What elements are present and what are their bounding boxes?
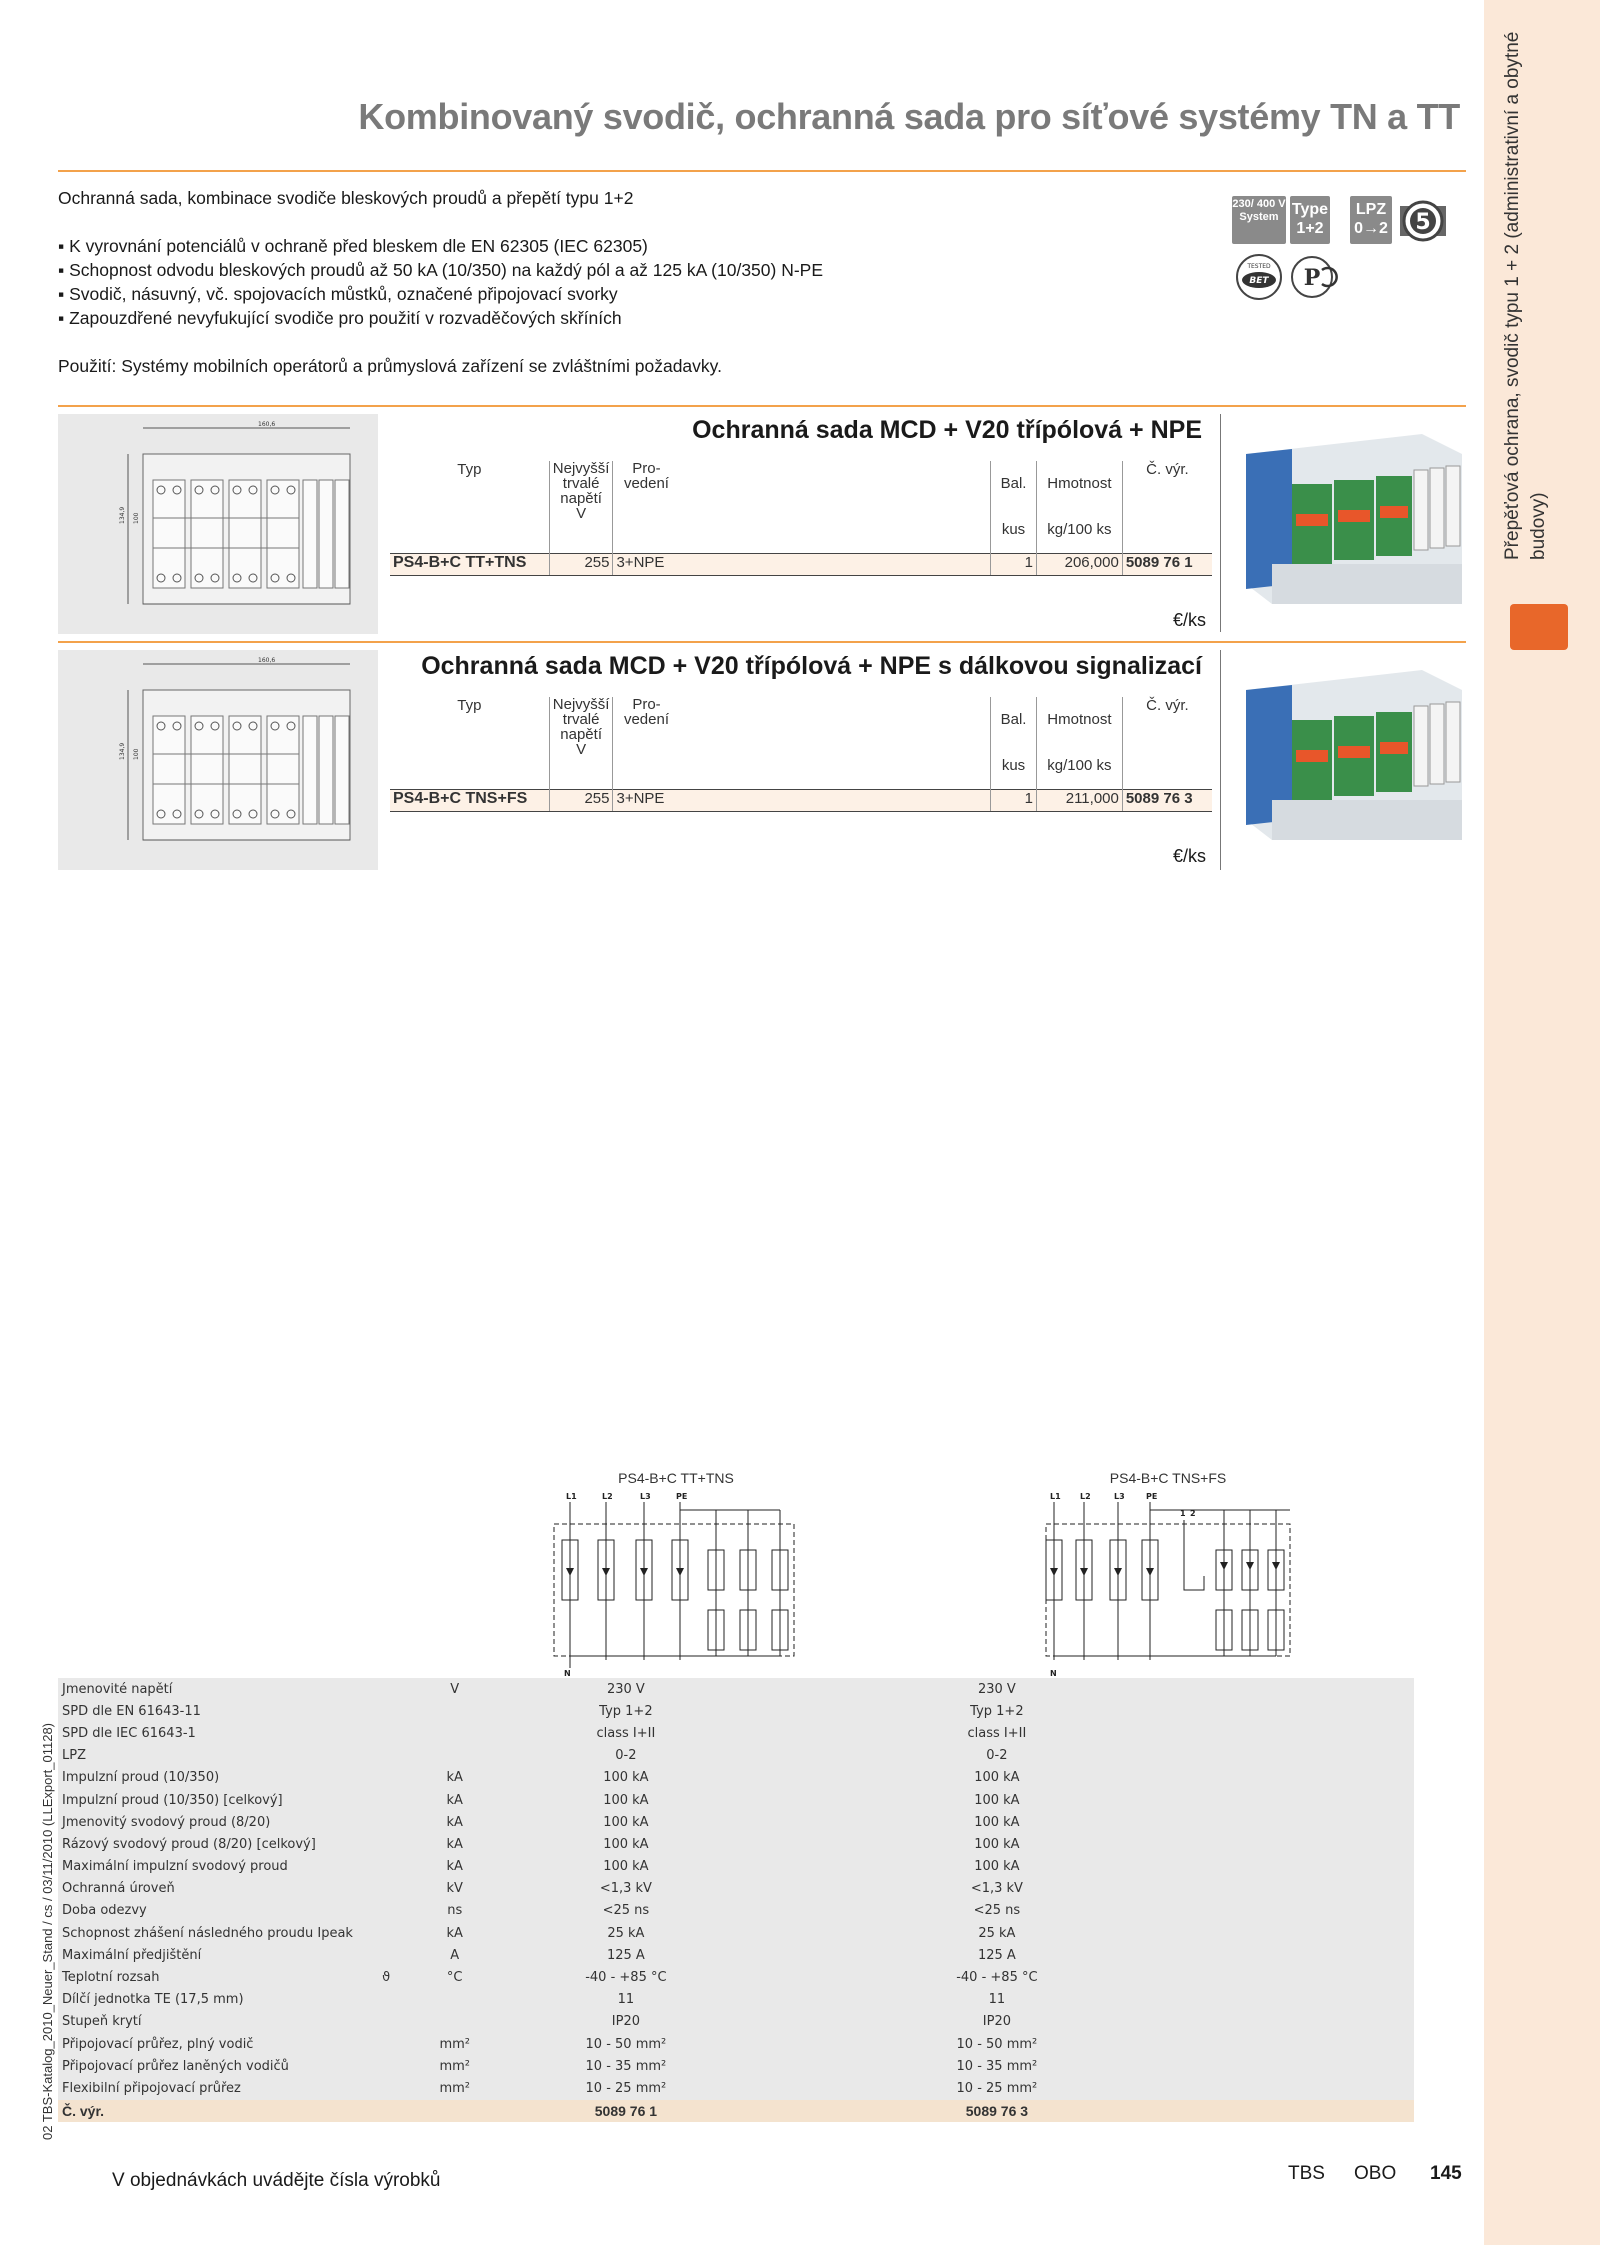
wiring-schematic [1044,1490,1300,1680]
svg-text:TESTED: TESTED [1247,263,1271,270]
spec-value-1: -40 - +85 °C [585,1970,667,1986]
spec-value-2: 11 [988,1992,1006,2008]
spec-label: Připojovací průřez laněných vodičů [62,2058,289,2074]
spec-empty [357,2100,415,2122]
product-pack: 1 [991,790,1037,812]
drawing-height-a: 134,9 [119,506,126,524]
order-table [390,461,1212,576]
spec-label: Schopnost zhášení následného proudu Ipeak [62,1925,353,1941]
spec-value-1: 25 kA [607,1925,645,1941]
product-type: PS4-B+C TNS+FS [390,790,549,812]
spec-row [58,1745,1414,1767]
spec-row [58,1856,1414,1878]
schematic-label: L3 [640,1492,651,1501]
spec-empty [1236,1811,1414,1833]
spec-empty [1236,1900,1414,1922]
spec-empty [1236,1922,1414,1944]
schematic-label: PE [1146,1492,1158,1501]
dimension-drawing [58,414,378,634]
price-unit: €/ks [1172,846,1206,866]
spec-unit [415,1745,494,1767]
spec-symbol [357,1789,415,1811]
spec-unit: A [450,1947,460,1963]
schematic-title: PS4-B+C TNS+FS [1109,1470,1227,1486]
spec-unit: kA [446,1836,463,1852]
schematic-label: L1 [566,1492,577,1501]
divider-line [1220,414,1221,632]
product-title: Ochranná sada MCD + V20 třípólová + NPE [692,416,1202,444]
spec-footer-value-2: 5089 76 3 [965,2102,1029,2119]
spec-empty [1236,2077,1414,2099]
spec-value-1: <1,3 kV [599,1881,652,1897]
spec-unit [415,1722,494,1744]
col-type-header: Typ [457,461,482,478]
spec-symbol [357,2011,415,2033]
spec-value-2: 100 kA [974,1859,1020,1875]
spec-value-1: <25 ns [602,1903,650,1919]
spec-empty [1236,2055,1414,2077]
svg-text:P: P [1303,265,1321,291]
col-weight-header: Hmotnost [1047,711,1112,728]
drawing-height-a: 134,9 [119,742,126,760]
spec-row [58,1767,1414,1789]
spec-symbol [357,1922,415,1944]
product-article: 5089 76 3 [1122,790,1212,812]
spec-empty [1236,1878,1414,1900]
spec-row [58,1678,1414,1700]
schematic-label: L3 [1114,1492,1125,1501]
product-voltage: 255 [549,554,613,576]
spec-value-1: 125 A [606,1947,645,1963]
dimension-drawing [58,650,378,870]
spec-value-2: 10 - 25 mm² [956,2080,1038,2096]
side-label: Přepěťová ochrana, svodič typu 1 + 2 (administrativní a obytné budovy) [1502,31,1549,560]
spec-value-1: 100 kA [603,1836,649,1852]
schematic-title: PS4-B+C TT+TNS [618,1470,734,1486]
spec-empty [1236,1789,1414,1811]
wiring-schematic [548,1490,804,1680]
col-article-header: Č. výr. [1122,697,1212,790]
spec-value-2: <25 ns [973,1903,1021,1919]
spec-value-2: IP20 [982,2014,1011,2030]
spec-symbol [357,1767,415,1789]
warranty-icon [1400,198,1446,244]
spec-label: Doba odezvy [62,1903,147,1919]
col-design-header: Pro- vedení [623,460,669,492]
lpz-badge: LPZ 0→2 [1350,196,1392,244]
col-type-header: Typ [457,697,482,714]
spec-unit: kA [446,1859,463,1875]
spec-label: SPD dle EN 61643-11 [62,1703,201,1719]
spec-value-2: 25 kA [978,1925,1016,1941]
brand-tbs: TBS [1288,2163,1325,2184]
spec-empty [1236,1678,1414,1700]
spec-label: Dílčí jednotka TE (17,5 mm) [62,1992,244,2008]
divider-line [1220,650,1221,870]
order-note: V objednávkách uvádějte čísla výrobků [112,2170,441,2191]
col-weight-unit: kg/100 ks [1047,757,1112,774]
product-weight: 211,000 [1036,790,1122,812]
spec-label: Flexibilní připojovací průřez [62,2080,241,2096]
product-type: PS4-B+C TT+TNS [390,554,549,576]
product-article: 5089 76 1 [1122,554,1212,576]
col-design-header: Pro- vedení [623,696,669,728]
spec-value-2: 125 A [977,1947,1016,1963]
table-row [390,554,1212,576]
vde-test-icon [1234,252,1284,302]
col-voltage-unit: V [576,505,587,522]
spec-empty [1236,1745,1414,1767]
spec-empty [1236,1856,1414,1878]
svg-text:BET: BET [1249,276,1269,286]
spec-label: Ochranná úroveň [62,1881,175,1897]
spec-row [58,1878,1414,1900]
spec-label: Maximální impulzní svodový proud [62,1859,288,1875]
page-number: 145 [1430,2163,1462,2184]
spec-label: Impulzní proud (10/350) [celkový] [62,1792,283,1808]
drawing-height-b: 100 [133,748,140,760]
feature-item: ▪ Zapouzdřené nevyfukující svodiče pro použití v rozvaděčových skříních [58,306,1158,330]
spec-empty [1236,1722,1414,1744]
spec-unit: kV [446,1881,463,1897]
spec-empty [1236,1767,1414,1789]
warranty-years: 5 [1415,210,1431,235]
spec-row [58,1944,1414,1966]
spec-unit: ns [447,1903,463,1919]
spec-unit [415,1989,494,2011]
product-photo [1232,650,1466,870]
section-rule [58,405,1466,407]
spec-row [58,1811,1414,1833]
side-thumbnail [1510,604,1568,650]
spec-value-2: 100 kA [974,1792,1020,1808]
schematic-label: N [564,1669,571,1678]
spec-empty [1236,1989,1414,2011]
spec-label: LPZ [62,1748,86,1764]
spec-row [58,1789,1414,1811]
spec-row [58,2055,1414,2077]
spec-footer-value-1: 5089 76 1 [594,2102,658,2119]
spec-symbol [357,1745,415,1767]
spec-value-1: IP20 [611,2014,640,2030]
spec-table [58,1678,1414,2122]
intro-text [58,186,1158,378]
feature-item: ▪ K vyrovnání potenciálů v ochraně před bleskem dle EN 62305 (IEC 62305) [58,234,1158,258]
schematic-label: PE [676,1492,688,1501]
product-photo [1232,414,1466,632]
spec-unit: kA [446,1814,463,1830]
intro-lead: Ochranná sada, kombinace svodiče bleskových proudů a přepětí typu 1+2 [58,188,634,208]
page-title: Kombinovaný svodič, ochranná sada pro síťové systémy TN a TT [358,96,1460,137]
product-design: 3+NPE [613,790,991,812]
spec-value-1: 100 kA [603,1859,649,1875]
schematic-label: L2 [602,1492,613,1501]
spec-symbol [357,1900,415,1922]
spec-label: Impulzní proud (10/350) [62,1770,220,1786]
col-pack-header: Bal. [1000,711,1027,728]
spec-value-2: <1,3 kV [970,1881,1023,1897]
col-pack-header: Bal. [1000,475,1027,492]
order-table [390,697,1212,812]
spec-row [58,2033,1414,2055]
spec-empty [1236,1700,1414,1722]
type-badge: Type 1+2 [1290,196,1330,244]
product-weight: 206,000 [1036,554,1122,576]
spec-value-1: 100 kA [603,1792,649,1808]
spec-label: Rázový svodový proud (8/20) [celkový] [62,1836,316,1852]
spec-unit [415,2011,494,2033]
spec-value-1: 10 - 35 mm² [585,2058,667,2074]
spec-empty [1236,2033,1414,2055]
spec-symbol [357,2033,415,2055]
spec-row [58,1922,1414,1944]
product-title: Ochranná sada MCD + V20 třípólová + NPE s dálkovou signalizací [421,652,1202,680]
usage-text: Použití: Systémy mobilních operátorů a průmyslová zařízení se zvláštními požadavky. [58,356,722,376]
schematic-label: L2 [1080,1492,1091,1501]
col-pack-unit: kus [1001,757,1026,774]
schematic-label: L1 [1050,1492,1061,1501]
spec-symbol [357,1856,415,1878]
spec-symbol [357,1722,415,1744]
spec-row [58,1966,1414,1988]
spec-unit [415,1700,494,1722]
spec-empty [1236,2100,1414,2122]
spec-value-2: 0-2 [986,1748,1008,1764]
spec-unit: °C [446,1970,463,1986]
col-weight-header: Hmotnost [1047,475,1112,492]
spec-value-1: 11 [617,1992,635,2008]
spec-unit: kA [446,1925,463,1941]
spec-label: Připojovací průřez, plný vodič [62,2036,254,2052]
spec-unit: mm² [439,2058,470,2074]
spec-value-2: 230 V [977,1681,1016,1697]
spec-value-2: 100 kA [974,1814,1020,1830]
spec-symbol [357,2055,415,2077]
price-unit: €/ks [1172,610,1206,630]
drawing-width: 160,6 [258,421,276,428]
spec-row [58,1700,1414,1722]
system-badge: 230/ 400 V System [1232,196,1286,244]
spec-unit: kA [446,1792,463,1808]
drawing-width: 160,6 [258,657,276,664]
col-article-header: Č. výr. [1122,461,1212,554]
schematic-label: 2 [1190,1509,1196,1518]
schematic-label: 1 [1180,1509,1186,1518]
spec-label: Teplotní rozsah [62,1970,160,1986]
spec-value-1: 230 V [606,1681,645,1697]
spec-empty [1236,1966,1414,1988]
product-pack: 1 [991,554,1037,576]
spec-label: SPD dle IEC 61643-1 [62,1725,196,1741]
spec-symbol [357,1989,415,2011]
certification-icon [1290,254,1340,300]
spec-row [58,1900,1414,1922]
schematic-label: N [1050,1669,1057,1678]
spec-unit: kA [446,1770,463,1786]
spec-value-2: 10 - 35 mm² [956,2058,1038,2074]
footer-vertical: 02 TBS-Katalog_2010_Neuer_Stand / cs / 03/11/2010 (LLExport_01128) [40,1722,55,2140]
col-weight-unit: kg/100 ks [1047,521,1112,538]
product-voltage: 255 [549,790,613,812]
spec-value-2: 100 kA [974,1836,1020,1852]
spec-value-2: 10 - 50 mm² [956,2036,1038,2052]
spec-value-2: -40 - +85 °C [956,1970,1038,1986]
spec-footer-label: Č. výr. [62,2102,105,2119]
spec-value-2: class I+II [967,1725,1027,1741]
col-voltage-unit: V [576,741,587,758]
spec-row [58,1722,1414,1744]
section-rule [58,641,1466,643]
spec-empty [1236,1833,1414,1855]
spec-symbol [357,1833,415,1855]
spec-row [58,2011,1414,2033]
spec-symbol: ϑ [382,1970,391,1986]
spec-symbol [357,1944,415,1966]
feature-item: ▪ Schopnost odvodu bleskových proudů až 50 kA (10/350) na každý pól a až 125 kA (10/350) N-PE [58,258,1158,282]
col-voltage-header: Nejvyšší trvalé napětí [552,460,610,507]
spec-footer-row [58,2100,1414,2122]
spec-unit: V [450,1681,460,1697]
spec-symbol [357,1700,415,1722]
spec-empty [415,2100,494,2122]
spec-value-1: class I+II [596,1725,656,1741]
spec-value-1: 100 kA [603,1814,649,1830]
spec-value-1: 10 - 50 mm² [585,2036,667,2052]
spec-row [58,2077,1414,2099]
spec-value-1: 0-2 [615,1748,637,1764]
spec-symbol [357,2077,415,2099]
spec-symbol [357,1878,415,1900]
feature-item: ▪ Svodič, násuvný, vč. spojovacích můstků, označené připojovací svorky [58,282,1158,306]
spec-symbol [357,1678,415,1700]
spec-unit: mm² [439,2036,470,2052]
spec-value-1: Typ 1+2 [599,1703,653,1719]
spec-symbol [357,1811,415,1833]
table-row [390,790,1212,812]
col-pack-unit: kus [1001,521,1026,538]
brand-obo: OBO [1354,2163,1397,2184]
title-rule [58,170,1466,172]
spec-label: Maximální předjištění [62,1947,202,1963]
spec-empty [1236,2011,1414,2033]
spec-value-2: 100 kA [974,1770,1020,1786]
spec-label: Jmenovitý svodový proud (8/20) [62,1814,271,1830]
product-design: 3+NPE [613,554,991,576]
spec-unit: mm² [439,2080,470,2096]
spec-label: Jmenovité napětí [62,1681,173,1697]
drawing-height-b: 100 [133,512,140,524]
feature-list [58,234,1158,330]
spec-value-1: 10 - 25 mm² [585,2080,667,2096]
spec-value-2: Typ 1+2 [970,1703,1024,1719]
col-voltage-header: Nejvyšší trvalé napětí [552,696,610,743]
spec-value-1: 100 kA [603,1770,649,1786]
spec-label: Stupeň krytí [62,2014,142,2030]
spec-empty [1236,1944,1414,1966]
spec-row [58,1989,1414,2011]
spec-row [58,1833,1414,1855]
